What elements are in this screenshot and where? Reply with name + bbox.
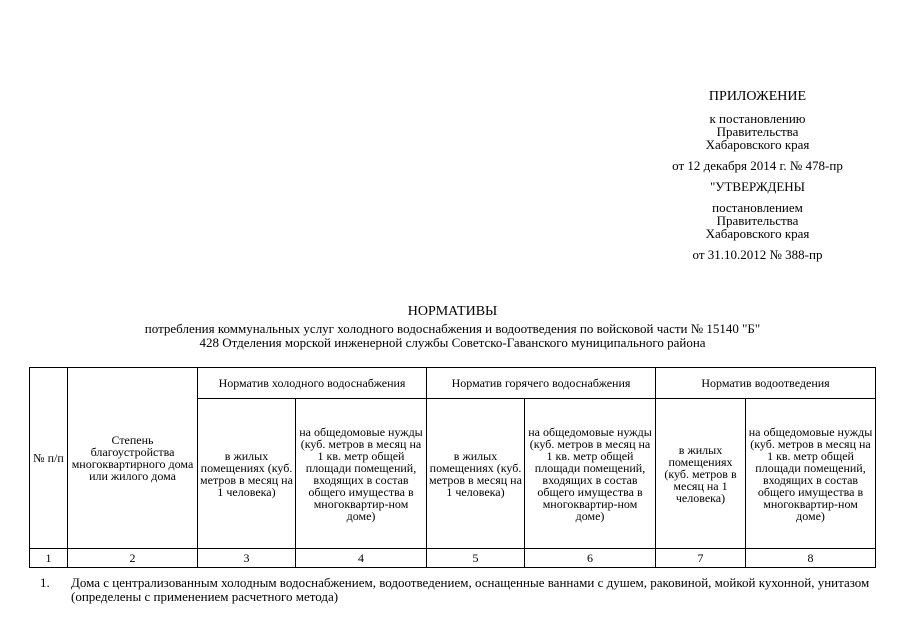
header-drain-common: на общедомовые нужды (куб. метров в месяц на 1 кв. метр общей площади помещений, входящих в состав общего имущества в многоквартир-ном доме) bbox=[746, 399, 876, 549]
approved-heading: "УТВЕРЖДЕНЫ bbox=[709, 179, 806, 194]
column-number: 5 bbox=[427, 549, 525, 568]
norms-table bbox=[29, 367, 876, 568]
approved-line: Хабаровского края bbox=[705, 226, 810, 241]
header-degree: Степень благоустройства многоквартирного дома или жилого дома bbox=[68, 368, 198, 549]
column-number: 6 bbox=[525, 549, 656, 568]
column-number: 2 bbox=[68, 549, 198, 568]
appendix-line: Хабаровского края bbox=[705, 137, 810, 152]
header-hot-living: в жилых помещениях (куб. метров в месяц на 1 человека) bbox=[427, 399, 525, 549]
approved-line: Правительства bbox=[716, 213, 799, 228]
subtitle-line: потребления коммунальных услуг холодного водоснабжения и водоотведения по войсковой части № 15140 "Б" bbox=[144, 321, 761, 336]
column-number-row bbox=[30, 549, 876, 568]
appendix-line: Правительства bbox=[716, 124, 799, 139]
approved-line: постановлением bbox=[712, 200, 803, 215]
appendix-line: к постановлению bbox=[709, 111, 806, 126]
header-cold-living: в жилых помещениях (куб. метров в месяц на 1 человека) bbox=[198, 399, 296, 549]
header-drain-living: в жилых помещениях (куб. метров в месяц на 1 человека) bbox=[656, 399, 746, 549]
header-cold-common: на общедомовые нужды (куб. метров в месяц на 1 кв. метр общей площади помещений, входящих в состав общего имущества в многоквартир-ном доме) bbox=[296, 399, 427, 549]
column-number: 3 bbox=[198, 549, 296, 568]
approved-date: от 31.10.2012 № 388-пр bbox=[692, 247, 823, 262]
appendix-date: от 12 декабря 2014 г. № 478-пр bbox=[672, 158, 843, 173]
header-drainage: Норматив водоотведения bbox=[656, 368, 876, 399]
header-hot-water: Норматив горячего водоснабжения bbox=[427, 368, 656, 399]
row-description: Дома с централизованным холодным водоснабжением, водоотведением, оснащенные ваннами с душем, раковиной, мойкой кухонной, унитазом (определены с применением расчетного метода) bbox=[71, 575, 870, 605]
document-title: НОРМАТИВЫ bbox=[407, 304, 498, 319]
header-cold-water: Норматив холодного водоснабжения bbox=[198, 368, 427, 399]
appendix-heading: ПРИЛОЖЕНИЕ bbox=[708, 89, 807, 104]
header-hot-common: на общедомовые нужды (куб. метров в месяц на 1 кв. метр общей площади помещений, входящих в состав общего имущества в многоквартир-ном доме) bbox=[525, 399, 656, 549]
subtitle-line: 428 Отделения морской инженерной службы Советско-Гаванского муниципального района bbox=[199, 335, 706, 351]
appendix-block bbox=[640, 90, 875, 261]
header-number: № п/п bbox=[30, 368, 68, 549]
column-number: 8 bbox=[746, 549, 876, 568]
column-number: 7 bbox=[656, 549, 746, 568]
table-header-row bbox=[30, 368, 876, 399]
document-subtitle bbox=[40, 322, 865, 351]
row-number: 1. bbox=[40, 575, 50, 590]
table-row bbox=[40, 576, 875, 605]
column-number: 4 bbox=[296, 549, 427, 568]
column-number: 1 bbox=[30, 549, 68, 568]
